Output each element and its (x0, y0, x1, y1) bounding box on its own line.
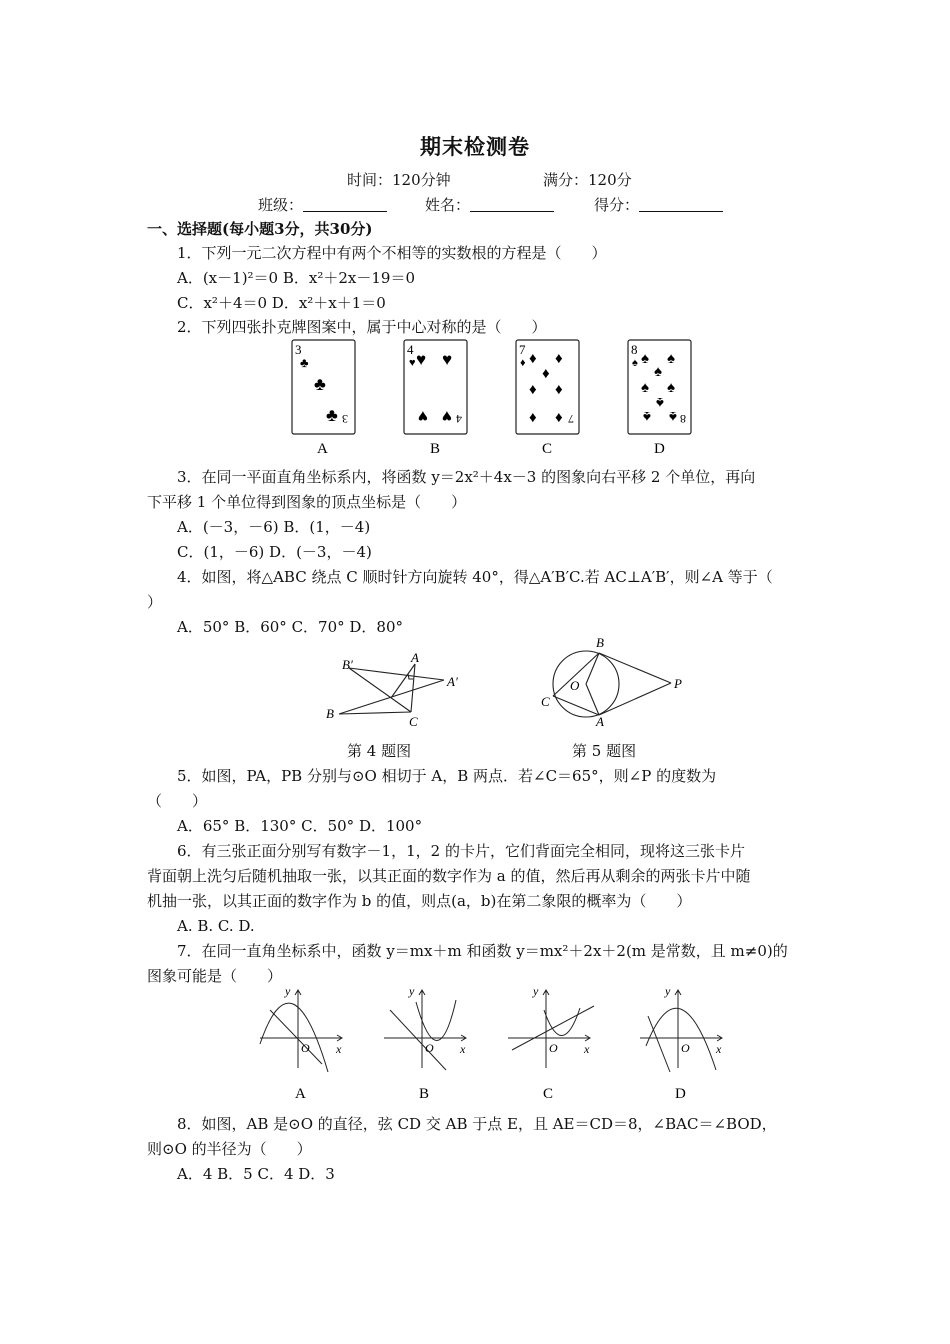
q4-line1: 4．如图，将△ABC 绕点 C 顺时针方向旋转 40°，得△A′B′C.若 AC⊥A′B′，则∠A 等于（ (177, 568, 773, 586)
name-label: 姓名： (425, 196, 471, 214)
q3-options-cd: C．(1，－6) D．(－3，－4) (177, 543, 372, 561)
card-b-suit-small: ♥ (409, 357, 416, 369)
q7-graphs (250, 980, 730, 1104)
name-blank[interactable] (470, 197, 554, 212)
q4-point-a-prime: A′ (447, 674, 458, 689)
card-a-pip: ♣ (314, 374, 326, 394)
card-b-pip: ♥ (441, 407, 452, 426)
card-b-pip: ♥ (416, 350, 427, 369)
q3-line1: 3．在同一平面直角坐标系内，将函数 y＝2x²＋4x－3 的图象向右平移 2 个单位，再向 (177, 468, 756, 486)
section-choice: 一、选择题(每小题3分，共30分) (147, 220, 373, 238)
card-c-pip: ♦ (555, 382, 563, 398)
card-c-pip: ♦ (529, 382, 537, 398)
name-field (425, 196, 554, 214)
q1-stem: 1．下列一元二次方程中有两个不相等的实数根的方程是（ ） (177, 244, 607, 262)
q5-point-p: P (674, 676, 682, 691)
score-blank[interactable] (639, 197, 723, 212)
class-label: 班级： (258, 196, 304, 214)
q7-a-origin: O (301, 1041, 310, 1055)
card-d-pip: ♠ (641, 351, 649, 367)
q7-c-y-label: y (533, 984, 539, 998)
card-b-pip: ♥ (417, 407, 428, 426)
q6-line3: 机抽一张，以其正面的数字作为 b 的值，则点(a，b)在第二象限的概率为（ ） (147, 892, 692, 910)
card-a-label: A (317, 441, 328, 457)
q7-graph-c (508, 984, 594, 1102)
card-d-pip: ♠ (654, 364, 662, 380)
q7-d-label: D (675, 1086, 686, 1102)
q3-line2: 下平移 1 个单位得到图象的顶点坐标是（ ） (147, 493, 467, 511)
card-a-suit-small: ♣ (300, 355, 309, 370)
q6-line2: 背面朝上洗匀后随机抽取一张，以其正面的数字作为 a 的值，然后再从剩余的两张卡片中随 (147, 867, 751, 885)
exam-time: 时间：120分钟 (347, 171, 451, 189)
q7-b-origin: O (425, 1041, 434, 1055)
card-d-rank: 8 (631, 342, 638, 357)
card-c-suit-small: ♦ (520, 357, 526, 369)
q7-line2: 图象可能是（ ） (147, 967, 283, 985)
q4-figure (320, 646, 470, 728)
q4-point-a: A (411, 650, 419, 665)
full-score: 满分：120分 (543, 171, 632, 189)
card-a-pip: ♣ (326, 405, 338, 425)
card-d-rank-rotated: 8 (680, 412, 686, 426)
card-c-pip: ♦ (555, 410, 563, 426)
q7-a-x-label: x (336, 1042, 342, 1056)
card-d-pip: ♠ (669, 408, 677, 424)
q4-point-b-prime: B′ (342, 657, 353, 672)
card-b (404, 340, 467, 457)
card-d-pip: ♠ (667, 351, 675, 367)
score-label: 得分： (594, 196, 640, 214)
page-title: 期末检测卷 (420, 134, 530, 159)
q8-line1: 8．如图，AB 是⊙O 的直径，弦 CD 交 AB 于点 E，且 AE＝CD＝8，∠BAC＝∠BOD， (177, 1115, 777, 1133)
q7-d-origin: O (681, 1041, 690, 1055)
q5-point-o: O (570, 678, 580, 693)
q6-options: A. B. C. D. (177, 917, 255, 935)
class-field (258, 196, 387, 214)
card-c-rank-rotated: 7 (568, 412, 574, 426)
card-c-rank: 7 (519, 342, 526, 357)
card-d-pip: ♠ (656, 394, 664, 410)
q7-b-y-label: y (409, 984, 415, 998)
card-d-label: D (654, 441, 665, 457)
card-c-pip: ♦ (529, 351, 537, 367)
q4-fig-caption: 第 4 题图 (347, 742, 412, 760)
q5-fig-caption: 第 5 题图 (572, 742, 637, 760)
card-d-suit-small: ♠ (632, 357, 638, 369)
card-d-pip: ♠ (667, 380, 675, 396)
q4-line2: ） (147, 593, 163, 611)
card-a (292, 340, 355, 457)
q3-options-ab: A．(－3，－6) B．(1，－4) (177, 518, 371, 536)
q5-options: A．65° B．130° C．50° D．100° (177, 817, 423, 835)
card-b-pip: ♥ (442, 350, 453, 369)
card-b-rank-rotated: 4 (456, 412, 462, 426)
q2-cards-figure (285, 336, 705, 460)
q7-c-origin: O (549, 1041, 558, 1055)
q7-a-label: A (295, 1086, 306, 1102)
q7-graph-b (384, 984, 466, 1102)
card-d-pip: ♠ (643, 408, 651, 424)
q5-figure (535, 632, 695, 728)
q7-graph-d (640, 984, 722, 1102)
q5-point-c: C (541, 694, 550, 709)
q7-b-x-label: x (460, 1042, 466, 1056)
q7-d-y-label: y (665, 984, 671, 998)
card-c-label: C (542, 441, 553, 457)
q7-line1: 7．在同一直角坐标系中，函数 y＝mx＋m 和函数 y＝mx²＋2x＋2(m 是常数，且 m≠0)的 (177, 942, 788, 960)
q4-options: A．50° B．60° C．70° D．80° (177, 618, 404, 636)
card-c-pip: ♦ (555, 351, 563, 367)
q6-line1: 6．有三张正面分别写有数字－1，1，2 的卡片，它们背面完全相同，现将这三张卡片 (177, 842, 745, 860)
q1-options-ab: A．(x－1)²＝0 B．x²＋2x－19＝0 (177, 269, 415, 287)
q5-point-b: B (596, 635, 604, 650)
card-a-rank: 3 (295, 342, 302, 357)
q7-c-label: C (543, 1086, 554, 1102)
q5-line2: （ ） (147, 792, 208, 810)
card-c-pip: ♦ (542, 366, 550, 382)
card-c-pip: ♦ (529, 410, 537, 426)
q1-options-cd: C．x²＋4＝0 D．x²＋x＋1＝0 (177, 294, 386, 312)
q7-graph-a (260, 984, 342, 1102)
card-b-rank: 4 (407, 342, 414, 357)
q5-point-a: A (596, 714, 604, 728)
score-field (594, 196, 723, 214)
card-b-label: B (430, 441, 441, 457)
q5-line1: 5．如图，PA，PB 分别与⊙O 相切于 A，B 两点．若∠C＝65°，则∠P 的度数为 (177, 767, 717, 785)
q4-point-c: C (409, 714, 418, 728)
q8-line2: 则⊙O 的半径为（ ） (147, 1140, 312, 1158)
q7-d-x-label: x (716, 1042, 722, 1056)
q2-stem: 2．下列四张扑克牌图案中，属于中心对称的是（ ） (177, 318, 547, 336)
q7-a-y-label: y (285, 984, 291, 998)
card-c (516, 340, 579, 457)
class-blank[interactable] (303, 197, 387, 212)
q7-b-label: B (419, 1086, 430, 1102)
card-d-pip: ♠ (641, 380, 649, 396)
card-d (628, 340, 691, 457)
q8-options: A．4 B．5 C．4 D．3 (177, 1165, 335, 1183)
card-a-rank-rotated: 3 (342, 412, 348, 426)
q7-c-x-label: x (584, 1042, 590, 1056)
q4-point-b: B (326, 706, 334, 721)
